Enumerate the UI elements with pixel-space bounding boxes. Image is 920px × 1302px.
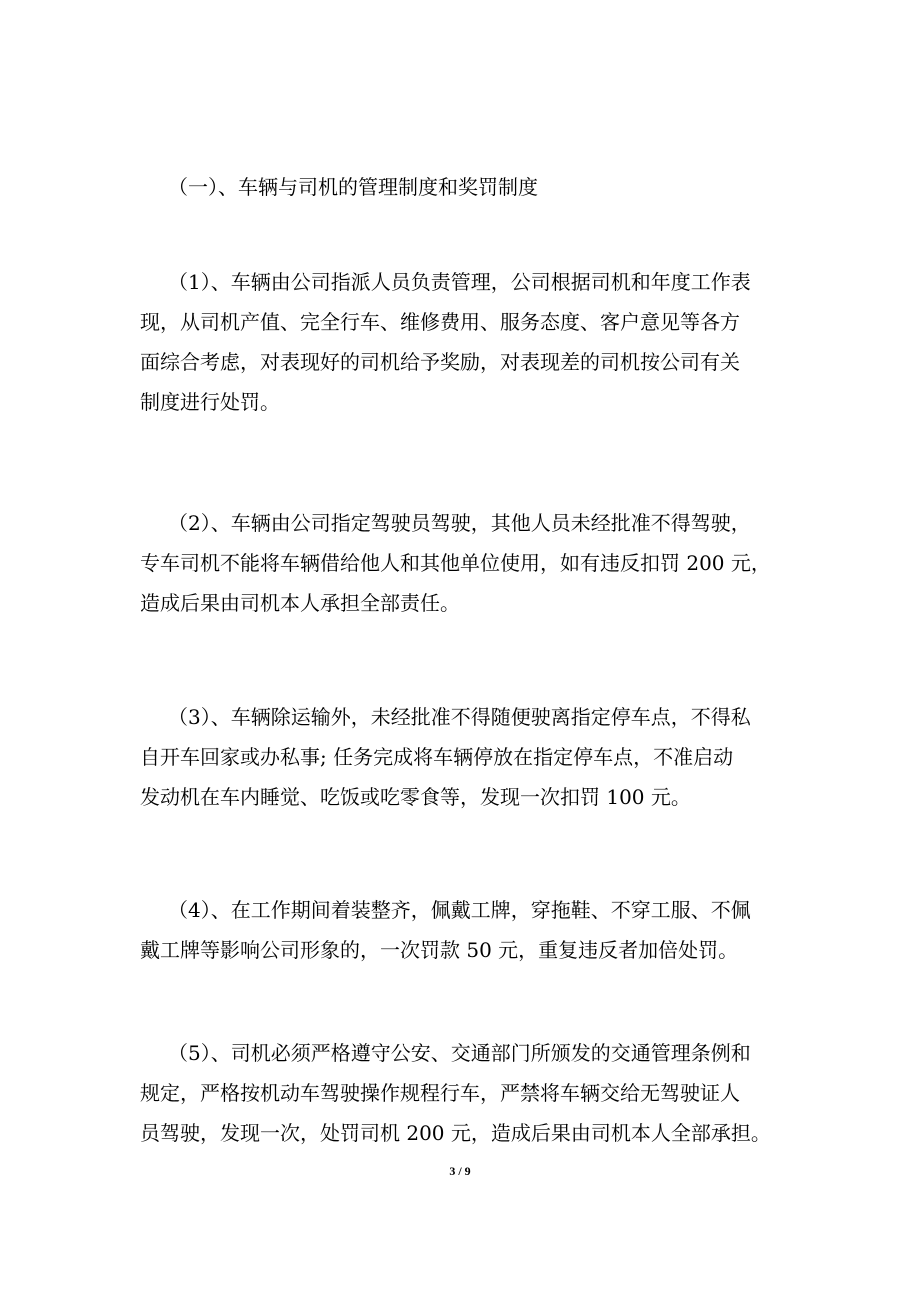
- paragraph-line: 员驾驶，发现一次，处罚司机 200 元，造成后果由司机本人全部承担。: [140, 1121, 771, 1145]
- paragraph-line: 造成后果由司机本人承担全部责任。: [140, 591, 460, 615]
- paragraph-5: [140, 1033, 800, 1153]
- paragraph-line: （5）、司机必须严格遵守公安、交通部门所颁发的交通管理条例和: [168, 1041, 751, 1065]
- paragraph-line: 规定，严格按机动车驾驶操作规程行车，严禁将车辆交给无驾驶证人: [140, 1081, 740, 1105]
- paragraph-line: 发动机在车内睡觉、吃饭或吃零食等，发现一次扣罚 100 元。: [140, 785, 691, 809]
- paragraph-line: （4）、在工作期间着装整齐，佩戴工牌，穿拖鞋、不穿工服、不佩: [168, 898, 751, 922]
- paragraph-line: 面综合考虑，对表现好的司机给予奖励，对表现差的司机按公司有关: [140, 350, 740, 374]
- paragraph-line: 自开车回家或办私事; 任务完成将车辆停放在指定停车点，不准启动: [140, 745, 734, 769]
- page-number: 3 / 9: [449, 1164, 471, 1178]
- paragraph-3: [140, 697, 800, 817]
- paragraph-line: （3）、车辆除运输外，未经批准不得随便驶离指定停车点，不得私: [168, 705, 751, 729]
- paragraph-4: [140, 890, 800, 970]
- paragraph-line: （2）、车辆由公司指定驾驶员驾驶，其他人员未经批准不得驾驶，: [168, 511, 751, 535]
- paragraph-line: 现，从司机产值、完全行车、维修费用、服务态度、客户意见等各方: [140, 310, 740, 334]
- paragraph-1: [140, 262, 800, 422]
- paragraph-line: 制度进行处罚。: [140, 390, 280, 414]
- section-heading: （一）、车辆与司机的管理制度和奖罚制度: [168, 175, 538, 199]
- paragraph-line: （1）、车辆由公司指派人员负责管理，公司根据司机和年度工作表: [168, 270, 751, 294]
- paragraph-line: 戴工牌等影响公司形象的，一次罚款 50 元，重复违反者加倍处罚。: [140, 938, 739, 962]
- paragraph-line: 专车司机不能将车辆借给他人和其他单位使用，如有违反扣罚 200 元，: [140, 551, 771, 575]
- paragraph-2: [140, 503, 800, 623]
